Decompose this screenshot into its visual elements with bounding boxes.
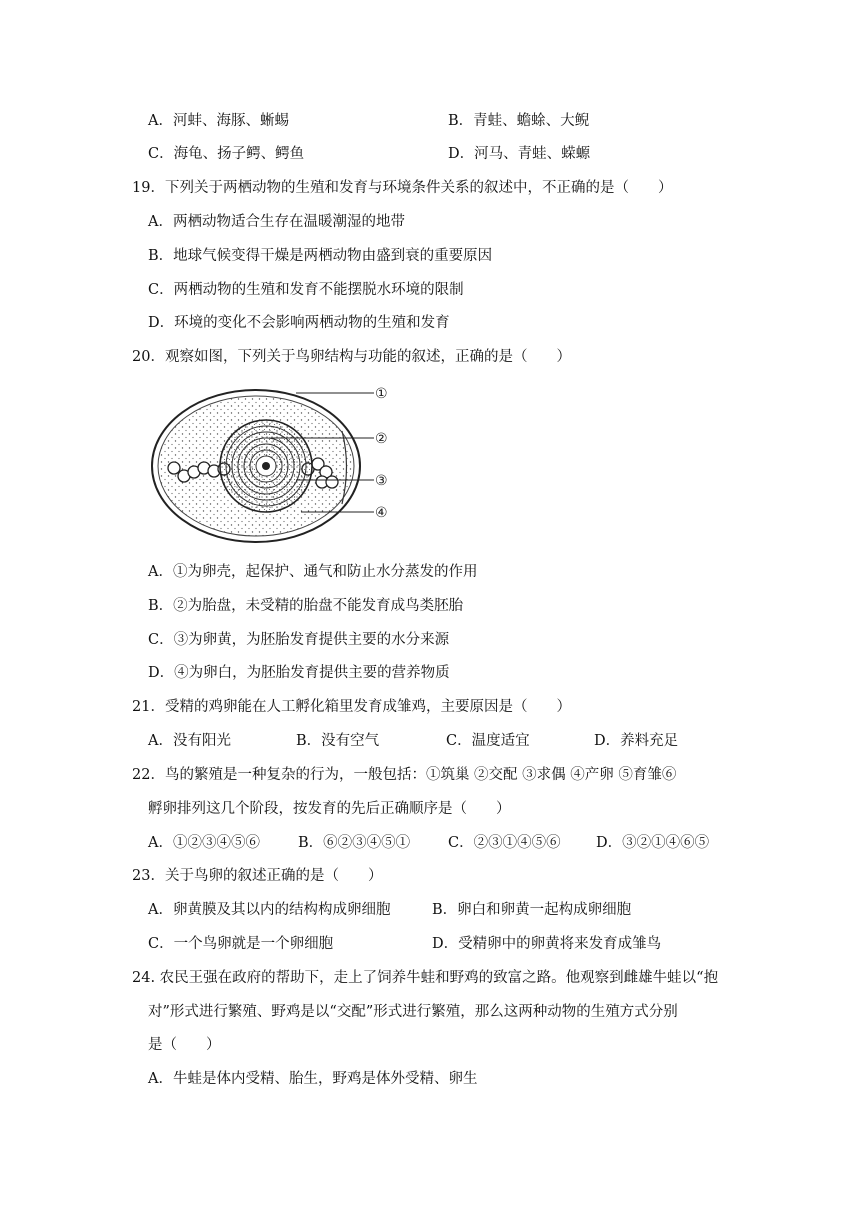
- q21-option-d[interactable]: D．养料充足: [594, 733, 679, 749]
- q19-option-b[interactable]: B．地球气候变得干燥是两栖动物由盛到衰的重要原因: [148, 248, 493, 264]
- q24-stem-line2: 对”形式进行繁殖、野鸡是以“交配”形式进行繁殖，那么这两种动物的生殖方式分别: [148, 1004, 678, 1020]
- q22-option-a[interactable]: A．①②③④⑤⑥: [148, 835, 260, 851]
- q23-option-c[interactable]: C．一个鸟卵就是一个卵细胞: [148, 936, 334, 952]
- q23-stem: 23．关于鸟卵的叙述正确的是（ ）: [132, 868, 383, 884]
- q19-option-c[interactable]: C．两栖动物的生殖和发育不能摆脱水环境的限制: [148, 282, 464, 298]
- q24-stem-line1: 24. 农民王强在政府的帮助下，走上了饲养牛蛙和野鸡的致富之路。他观察到雌雄牛蛙以“抱: [132, 970, 719, 986]
- q21-option-c[interactable]: C．温度适宜: [446, 733, 530, 749]
- q21-option-b[interactable]: B．没有空气: [296, 733, 380, 749]
- q23-option-a[interactable]: A．卵黄膜及其以内的结构构成卵细胞: [148, 902, 391, 918]
- q22-stem-line1: 22．鸟的繁殖是一种复杂的行为，一般包括：①筑巢 ②交配 ③求偶 ④产卵 ⑤育雏⑥: [132, 767, 677, 783]
- q18-option-c[interactable]: C．海龟、扬子鳄、鳄鱼: [148, 146, 305, 162]
- egg-yolk: [220, 420, 312, 512]
- q19-option-a[interactable]: A．两栖动物适合生存在温暖潮湿的地带: [148, 214, 405, 230]
- bird-egg-diagram: [146, 376, 406, 546]
- q21-stem: 21．受精的鸡卵能在人工孵化箱里发育成雏鸡，主要原因是（ ）: [132, 699, 571, 715]
- label-3: ③: [375, 473, 388, 489]
- q22-option-d[interactable]: D．③②①④⑥⑤: [596, 835, 710, 851]
- q19-option-d[interactable]: D．环境的变化不会影响两栖动物的生殖和发育: [148, 315, 450, 331]
- q20-option-d[interactable]: D．④为卵白，为胚胎发育提供主要的营养物质: [148, 665, 450, 681]
- q20-option-a[interactable]: A．①为卵壳，起保护、通气和防止水分蒸发的作用: [148, 564, 478, 580]
- q20-option-c[interactable]: C．③为卵黄，为胚胎发育提供主要的水分来源: [148, 632, 450, 648]
- label-2: ②: [375, 431, 388, 447]
- diagram-labels: [375, 386, 388, 521]
- label-4: ④: [375, 505, 388, 521]
- q20-stem: 20．观察如图，下列关于鸟卵结构与功能的叙述，正确的是（ ）: [132, 349, 571, 365]
- q18-option-b[interactable]: B．青蛙、蟾蜍、大鲵: [448, 113, 590, 129]
- q22-option-b[interactable]: B．⑥②③④⑤①: [298, 835, 411, 851]
- q24-stem-line3: 是（ ）: [148, 1037, 221, 1053]
- q18-option-a[interactable]: A．河蚌、海豚、蜥蜴: [148, 113, 289, 129]
- q22-stem-line2: 孵卵排列这几个阶段，按发育的先后正确顺序是（ ）: [148, 801, 511, 817]
- q24-option-a[interactable]: A．牛蛙是体内受精、胎生，野鸡是体外受精、卵生: [148, 1071, 478, 1087]
- q22-option-c[interactable]: C．②③①④⑤⑥: [448, 835, 561, 851]
- label-1: ①: [375, 386, 388, 402]
- q23-option-b[interactable]: B．卵白和卵黄一起构成卵细胞: [432, 902, 632, 918]
- q18-option-d[interactable]: D．河马、青蛙、蝾螈: [448, 146, 591, 162]
- q21-option-a[interactable]: A．没有阳光: [148, 733, 231, 749]
- q23-option-d[interactable]: D．受精卵中的卵黄将来发育成雏鸟: [432, 936, 662, 952]
- q20-option-b[interactable]: B．②为胎盘，未受精的胎盘不能发育成鸟类胚胎: [148, 598, 464, 614]
- q19-stem: 19．下列关于两栖动物的生殖和发育与环境条件关系的叙述中，不正确的是（ ）: [132, 180, 673, 196]
